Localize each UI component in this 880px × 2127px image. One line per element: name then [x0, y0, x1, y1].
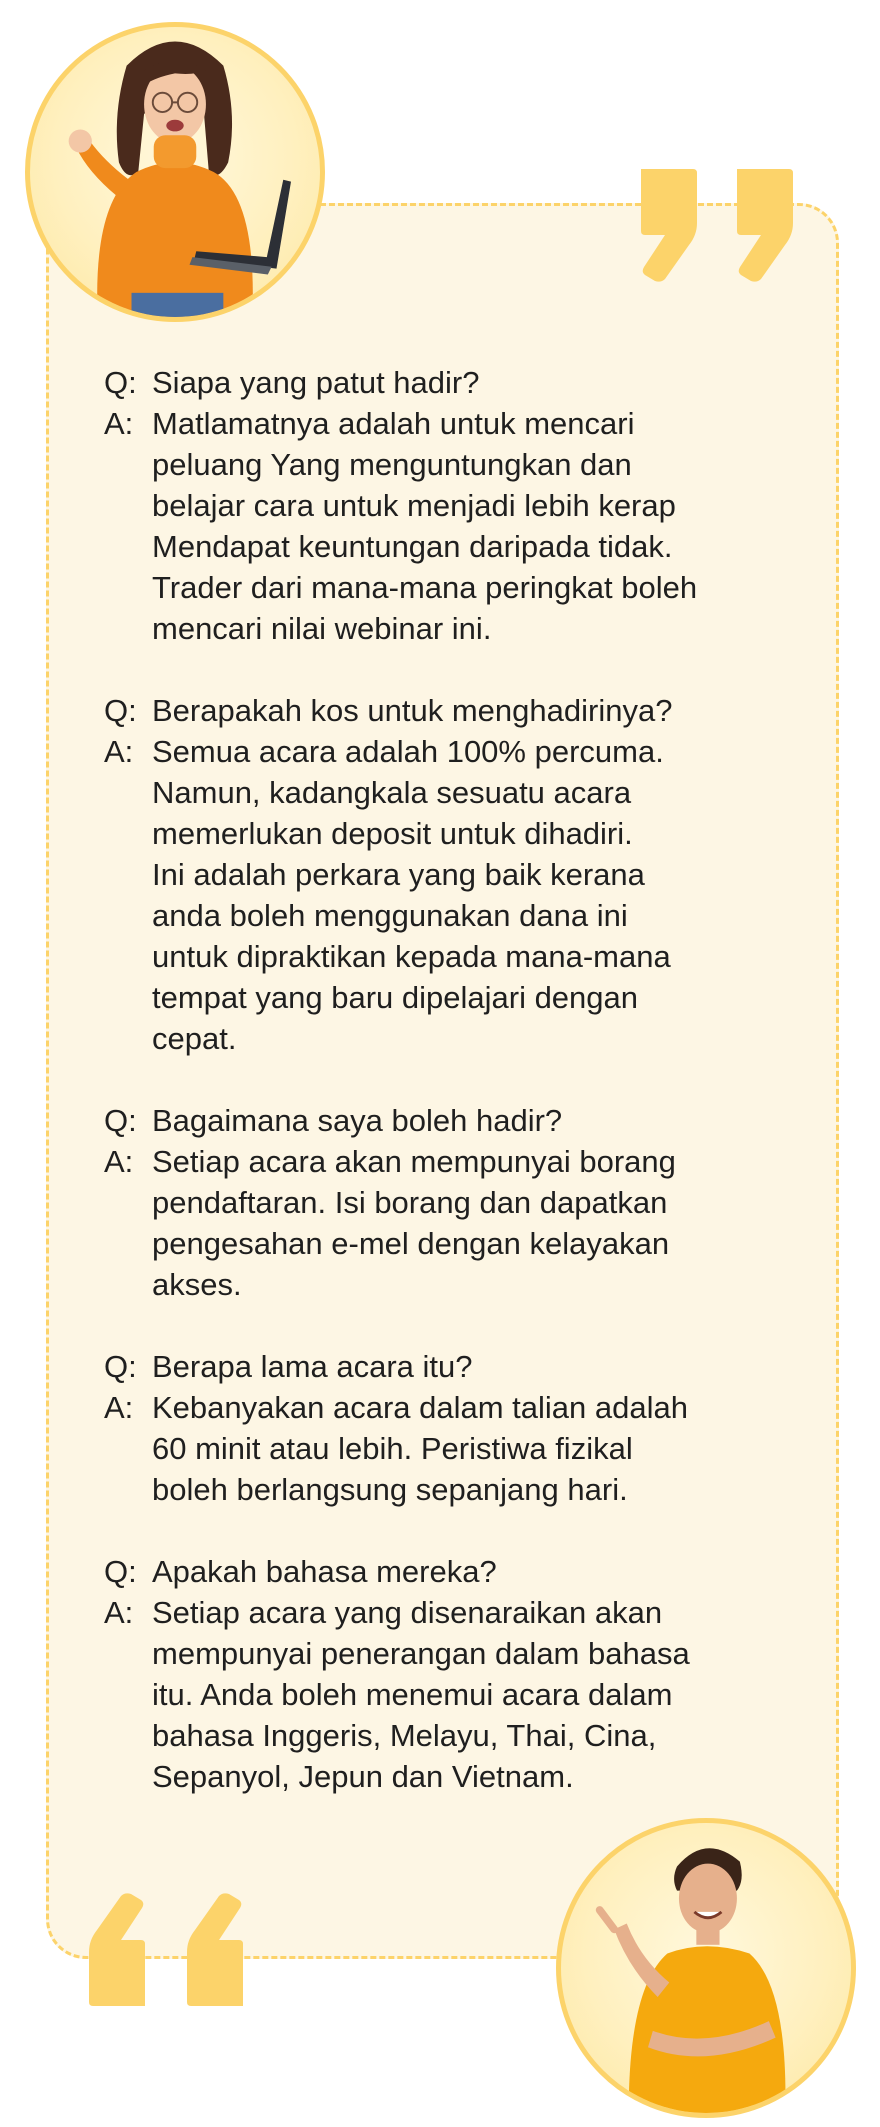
answer-row — [104, 1592, 784, 1797]
faq-list — [104, 362, 784, 1838]
question-prefix: Q: — [104, 693, 137, 728]
answer-row — [104, 403, 784, 649]
answer-text: Matlamatnya adalah untuk mencari peluang Yang menguntungkan dan belajar cara untuk menjadi lebih kerap Mendapat keuntungan daripada tidak. Trader dari mana-mana peringkat boleh mencari nilai webinar ini. — [152, 406, 698, 646]
question-prefix: Q: — [104, 1554, 137, 1589]
faq-item — [104, 690, 784, 1059]
question-row — [104, 690, 784, 731]
question-text: Berapakah kos untuk menghadirinya? — [152, 693, 673, 728]
answer-prefix: A: — [104, 1595, 134, 1630]
answer-prefix: A: — [104, 406, 134, 441]
question-prefix: Q: — [104, 365, 137, 400]
faq-item — [104, 1346, 784, 1510]
question-prefix: Q: — [104, 1103, 137, 1138]
question-text: Berapa lama acara itu? — [152, 1349, 473, 1384]
opening-quote-icon — [87, 1890, 151, 2010]
answer-prefix: A: — [104, 734, 134, 769]
answer-text: Semua acara adalah 100% percuma. Namun, kadangkala sesuatu acara memerlukan deposit untuk dihadiri. Ini adalah perkara yang baik kerana anda boleh menggunakan dana ini untuk dipraktikan kepada mana-mana tempat yang baru dipelajari dengan cepat. — [152, 734, 671, 1056]
answer-text: Setiap acara yang disenaraikan akan mempunyai penerangan dalam bahasa itu. Anda boleh menemui acara dalam bahasa Inggeris, Melayu, Thai, Cina, Sepanyol, Jepun dan Vietnam. — [152, 1595, 690, 1794]
woman-with-laptop-avatar — [25, 22, 325, 322]
question-text: Bagaimana saya boleh hadir? — [152, 1103, 563, 1138]
answer-row — [104, 1387, 784, 1510]
faq-item — [104, 362, 784, 649]
answer-prefix: A: — [104, 1390, 134, 1425]
question-row — [104, 1551, 784, 1592]
answer-prefix: A: — [104, 1144, 134, 1179]
faq-item — [104, 1551, 784, 1797]
question-text: Apakah bahasa mereka? — [152, 1554, 497, 1589]
question-row — [104, 1100, 784, 1141]
question-text: Siapa yang patut hadir? — [152, 365, 480, 400]
question-prefix: Q: — [104, 1349, 137, 1384]
man-pointing-avatar — [556, 1818, 856, 2118]
opening-quote-icon — [185, 1890, 249, 2010]
closing-quote-icon — [635, 165, 699, 285]
faq-item — [104, 1100, 784, 1305]
question-row — [104, 362, 784, 403]
question-row — [104, 1346, 784, 1387]
answer-row — [104, 731, 784, 1059]
answer-text: Setiap acara akan mempunyai borang pendaftaran. Isi borang dan dapatkan pengesahan e-mel dengan kelayakan akses. — [152, 1144, 676, 1302]
answer-text: Kebanyakan acara dalam talian adalah 60 minit atau lebih. Peristiwa fizikal boleh berlangsung sepanjang hari. — [152, 1390, 688, 1507]
closing-quote-icon — [731, 165, 795, 285]
answer-row — [104, 1141, 784, 1305]
